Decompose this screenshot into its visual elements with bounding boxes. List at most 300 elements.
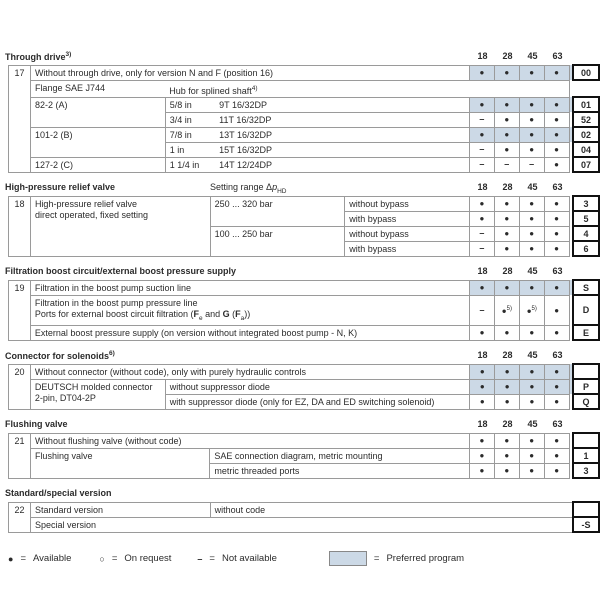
table-row <box>9 517 600 532</box>
label-line: direct operated, fixed setting <box>34 209 149 220</box>
available-dot-icon: ● <box>554 367 560 376</box>
position-number: 21 <box>9 433 31 478</box>
not-available-mark: – <box>469 157 494 172</box>
label-line: 3/4 in <box>169 114 192 125</box>
code-box: S <box>573 280 599 295</box>
section-table <box>8 279 600 341</box>
size-column-header: 28 <box>502 51 513 61</box>
size-column-header: 18 <box>477 419 488 429</box>
section-title: Through drive$^{3)}$ <box>5 51 72 62</box>
available-mark <box>494 241 519 256</box>
label-line: 100 ... 250 bar <box>214 228 273 239</box>
available-mark <box>519 65 544 80</box>
equals-sign: = <box>111 553 118 564</box>
ordering-code-tables <box>5 50 600 566</box>
available-mark <box>544 448 569 463</box>
section-connector-for-solenoids <box>5 349 600 410</box>
size-column-header: 28 <box>502 350 513 360</box>
available-mark <box>495 379 520 394</box>
code-box: D <box>573 295 599 325</box>
label-line: with bypass <box>349 213 397 224</box>
row-label <box>210 448 470 463</box>
available-mark <box>544 394 569 409</box>
footnote-marker: 5) <box>531 305 537 312</box>
available-mark <box>469 97 494 112</box>
row-label <box>215 127 469 142</box>
available-dot-icon: ● <box>554 451 560 460</box>
row-label <box>345 226 470 241</box>
available-dot-icon: ● <box>479 130 485 139</box>
available-dot-icon: ● <box>554 305 560 315</box>
available-dot-icon: ● <box>554 283 560 292</box>
row-label <box>345 241 470 256</box>
row-label <box>30 379 165 409</box>
equals-sign: = <box>373 553 380 564</box>
label-line: without suppressor diode <box>169 381 270 392</box>
section-table <box>8 195 600 257</box>
code-box: 00 <box>573 65 599 80</box>
code-box: 07 <box>573 157 599 172</box>
available-dot-icon: ● <box>554 199 559 208</box>
available-mark <box>544 196 569 211</box>
available-mark <box>544 142 569 157</box>
available-mark <box>544 127 569 142</box>
available-dot-icon: ● <box>529 382 535 391</box>
available-mark <box>494 463 519 478</box>
available-mark <box>469 448 494 463</box>
label-line: metric threaded ports <box>214 465 300 476</box>
available-mark <box>544 112 569 127</box>
code-box: 1 <box>573 448 599 463</box>
available-mark <box>494 448 519 463</box>
row-label <box>165 142 215 157</box>
code-box: 5 <box>573 211 599 226</box>
available-mark <box>470 280 495 295</box>
available-mark <box>469 211 494 226</box>
available-dot-icon: ● <box>554 160 559 169</box>
label-line: 5/8 in <box>169 99 192 110</box>
size-column-header: 45 <box>527 182 538 192</box>
row-label <box>30 325 469 340</box>
not-available-mark: – <box>469 241 494 256</box>
not-available-mark: – <box>519 157 544 172</box>
available-mark <box>544 226 569 241</box>
available-mark <box>469 65 494 80</box>
label-line: Ports for external boost circuit filtration ($F_e$ and G $(F_a)$) <box>34 308 251 322</box>
available-dot-icon: ● <box>526 306 532 316</box>
code-box: Q <box>573 394 599 409</box>
available-mark <box>470 379 495 394</box>
available-dot-icon: ● <box>479 199 485 208</box>
available-mark <box>519 433 544 448</box>
available-mark <box>520 379 545 394</box>
label-line: 14T 12/24DP <box>219 159 273 170</box>
label-line: 101-2 (B) <box>34 129 73 140</box>
row-label <box>30 80 165 97</box>
section-subheader: Setting range $\Delta p_{HD}$ <box>210 182 287 195</box>
table-row <box>9 502 600 517</box>
available-dot-icon: ● <box>504 68 510 77</box>
available-dot-icon: ● <box>554 68 559 77</box>
available-dot-icon: ● <box>504 145 510 154</box>
available-mark <box>494 65 519 80</box>
available-mark <box>519 325 544 340</box>
row-label <box>210 502 573 517</box>
available-dot-icon: ● <box>504 115 510 124</box>
row-label <box>30 127 165 157</box>
available-dot-icon: ● <box>504 100 510 109</box>
code-box: 04 <box>573 142 599 157</box>
legend-label: On request <box>124 553 172 564</box>
section-table <box>8 363 600 410</box>
section-header <box>5 50 600 64</box>
section-title: Flushing valve <box>5 419 68 429</box>
available-mark <box>494 112 519 127</box>
size-column-header: 63 <box>552 350 563 360</box>
available-dot-icon: ● <box>479 382 485 391</box>
available-dot-icon: ● <box>504 229 510 238</box>
available-mark <box>494 196 519 211</box>
available-mark <box>519 448 544 463</box>
available-dot-icon: ● <box>529 199 535 208</box>
available-dot-icon: ● <box>554 130 559 139</box>
available-mark <box>544 433 569 448</box>
code-box <box>573 364 599 379</box>
available-dot-icon: ● <box>504 130 510 139</box>
available-dot-icon: ● <box>504 244 510 253</box>
row-label <box>165 127 215 142</box>
section-title: High-pressure relief valve <box>5 182 116 192</box>
label-line: without bypass <box>349 198 409 209</box>
code-box: 02 <box>573 127 599 142</box>
size-columns-header <box>470 350 570 360</box>
available-dot-icon: ● <box>8 553 14 564</box>
row-label <box>215 112 469 127</box>
size-column-header: 63 <box>552 51 563 61</box>
section-title: Connector for solenoids$^{6)}$ <box>5 350 115 361</box>
label-line: without bypass <box>349 228 409 239</box>
label-line: SAE connection diagram, metric mounting <box>214 450 383 461</box>
label-line: Flushing valve <box>34 450 93 461</box>
available-dot-icon: ● <box>529 100 535 109</box>
row-label <box>30 157 165 172</box>
available-dot-icon: ● <box>554 145 559 154</box>
available-dot-icon: ● <box>529 451 535 460</box>
available-mark <box>519 196 544 211</box>
available-dot-icon: ● <box>479 367 485 376</box>
label-line: with suppressor diode (only for EZ, DA and ED switching solenoid) <box>169 396 435 407</box>
table-row <box>9 280 600 295</box>
label-line: Flange SAE J744 <box>34 82 105 93</box>
code-box: 6 <box>573 241 599 256</box>
not-available-mark: – <box>494 157 519 172</box>
available-dot-icon: ● <box>504 367 510 376</box>
table-row <box>9 364 600 379</box>
size-column-header: 18 <box>477 51 488 61</box>
code-box: E <box>573 325 599 340</box>
available-dot-icon: ● <box>479 214 485 223</box>
label-line: 127-2 (C) <box>34 159 73 170</box>
sections-container <box>5 50 600 533</box>
size-column-header: 63 <box>552 419 563 429</box>
label-line: 250 ... 320 bar <box>214 198 273 209</box>
table-row <box>9 295 600 325</box>
label-line: 82-2 (A) <box>34 99 68 110</box>
footnote-marker: 5) <box>506 305 512 312</box>
available-mark <box>519 241 544 256</box>
position-number: 20 <box>9 364 31 409</box>
label-line: External boost pressure supply (on version without integrated boost pump - N, K) <box>34 327 358 338</box>
code-box <box>573 502 599 517</box>
row-label <box>215 97 469 112</box>
row-label <box>345 211 470 226</box>
row-label <box>30 65 469 80</box>
available-mark <box>544 97 569 112</box>
size-column-header: 63 <box>552 182 563 192</box>
code-box: 4 <box>573 226 599 241</box>
available-mark <box>519 226 544 241</box>
available-dot-icon: ● <box>529 367 535 376</box>
available-mark <box>519 97 544 112</box>
available-dot-icon: ● <box>554 328 560 337</box>
available-mark <box>470 364 495 379</box>
size-column-header: 28 <box>502 266 513 276</box>
label-line: without code <box>214 504 266 515</box>
code-box: -S <box>573 517 599 532</box>
position-number: 17 <box>9 65 31 172</box>
available-mark <box>520 394 545 409</box>
position-number: 22 <box>9 502 31 532</box>
available-dot-icon: ● <box>504 283 510 292</box>
label-line: 2-pin, DT04-2P <box>34 392 96 403</box>
size-column-header: 45 <box>527 419 538 429</box>
available-mark <box>519 280 544 295</box>
table-row <box>9 448 600 463</box>
label-line: 1 in <box>169 144 185 155</box>
not-available-mark: – <box>469 142 494 157</box>
section-title: Standard/special version <box>5 488 112 498</box>
available-dot-icon: ● <box>479 397 485 406</box>
available-dot-icon: ● <box>504 466 510 475</box>
available-dot-icon: ● <box>479 451 485 460</box>
available-mark <box>469 127 494 142</box>
available-mark <box>469 463 494 478</box>
available-dot-icon: ● <box>529 145 535 154</box>
available-mark <box>494 325 519 340</box>
table-row <box>9 65 600 80</box>
row-label <box>165 394 470 409</box>
available-dot-icon: ● <box>554 436 560 445</box>
legend-item-not-available <box>197 553 277 564</box>
available-dot-icon: ● <box>529 283 535 292</box>
row-label <box>30 433 469 448</box>
legend-item-available <box>8 553 71 564</box>
row-label <box>30 517 573 532</box>
not-available-mark: – <box>469 112 494 127</box>
not-available-mark: – <box>469 226 494 241</box>
available-dot-icon: ● <box>554 115 559 124</box>
label-line: 11T 16/32DP <box>219 114 272 125</box>
available-mark <box>544 463 569 478</box>
available-dot-icon: ● <box>554 229 559 238</box>
row-label <box>165 80 569 97</box>
available-dot-icon: ● <box>479 283 485 292</box>
section-table <box>8 501 600 533</box>
on-request-circle-icon: ○ <box>99 553 105 564</box>
available-mark <box>519 295 544 325</box>
label-line: Without connector (without code), only with purely hydraulic controls <box>34 366 307 377</box>
available-mark <box>494 127 519 142</box>
row-label <box>210 226 345 256</box>
section-high-pressure-relief-valve <box>5 181 600 257</box>
available-dot-icon: ● <box>479 328 485 337</box>
not-available-mark: – <box>470 295 495 325</box>
label-line: Hub for splined shaft$^{4)}$ <box>169 84 258 96</box>
available-mark <box>544 241 569 256</box>
available-mark <box>494 280 519 295</box>
section-title: Filtration boost circuit/external boost pressure supply <box>5 266 237 276</box>
available-mark <box>494 433 519 448</box>
available-mark <box>519 127 544 142</box>
label-line: 15T 16/32DP <box>219 144 273 155</box>
size-column-header: 45 <box>527 266 538 276</box>
row-label <box>345 196 470 211</box>
available-dot-icon: ● <box>504 397 510 406</box>
size-columns-header <box>470 266 570 276</box>
row-label <box>210 463 470 478</box>
available-mark <box>470 325 495 340</box>
available-dot-icon: ● <box>504 199 510 208</box>
available-mark <box>494 97 519 112</box>
available-mark <box>469 196 494 211</box>
available-dot-icon: ● <box>479 466 485 475</box>
row-label <box>215 142 469 157</box>
label-line: High-pressure relief valve <box>34 198 137 209</box>
position-number: 19 <box>9 280 31 340</box>
section-table <box>8 64 600 173</box>
available-dot-icon: ● <box>529 466 535 475</box>
available-mark <box>544 379 569 394</box>
available-mark <box>544 280 569 295</box>
table-row <box>9 196 600 211</box>
code-box: 3 <box>573 463 599 478</box>
legend-label: Not available <box>221 553 277 564</box>
available-mark <box>544 65 569 80</box>
code-box: 3 <box>573 196 599 211</box>
row-label <box>165 157 215 172</box>
available-mark <box>544 325 569 340</box>
table-row <box>9 433 600 448</box>
available-dot-icon: ● <box>554 100 559 109</box>
row-label <box>165 379 470 394</box>
row-label <box>30 502 210 517</box>
available-dot-icon: ● <box>529 436 535 445</box>
row-label <box>210 196 345 226</box>
equals-sign: = <box>209 553 215 564</box>
section-header <box>5 181 600 195</box>
legend-item-preferred-program <box>329 551 464 566</box>
available-dot-icon: ● <box>504 436 510 445</box>
label-line: 13T 16/32DP <box>219 129 273 140</box>
available-mark <box>469 433 494 448</box>
available-mark <box>494 142 519 157</box>
table-row <box>9 97 600 112</box>
available-mark <box>519 112 544 127</box>
section-header <box>5 418 600 432</box>
label-line: Without through drive, only for version N and F (position 16) <box>34 67 274 78</box>
available-dot-icon: ● <box>554 214 559 223</box>
row-label <box>30 280 469 295</box>
label-line: Special version <box>34 519 96 530</box>
size-column-header: 45 <box>527 350 538 360</box>
legend-label: Available <box>33 553 72 564</box>
label-line: Filtration in the boost pump pressure line <box>34 297 198 308</box>
available-mark <box>519 142 544 157</box>
available-mark <box>544 364 569 379</box>
section-standard-special-version <box>5 487 600 533</box>
size-column-header: 18 <box>477 350 488 360</box>
table-row <box>9 127 600 142</box>
size-column-header: 18 <box>477 182 488 192</box>
label-line: 7/8 in <box>169 129 192 140</box>
section-flushing-valve <box>5 418 600 479</box>
available-mark <box>544 295 569 325</box>
label-line: with bypass <box>349 243 397 254</box>
available-dot-icon: ● <box>501 306 507 316</box>
label-line: 1 1/4 in <box>169 159 200 170</box>
row-label <box>165 112 215 127</box>
available-mark <box>519 463 544 478</box>
available-mark <box>495 364 520 379</box>
available-dot-icon: ● <box>529 229 535 238</box>
label-line: Filtration in the boost pump suction line <box>34 282 191 293</box>
code-box <box>573 433 599 448</box>
section-table <box>8 432 600 479</box>
legend-item-on-request <box>99 553 171 564</box>
label-line: Without flushing valve (without code) <box>34 435 182 446</box>
legend <box>8 551 600 566</box>
available-dot-icon: ● <box>529 397 535 406</box>
code-box: P <box>573 379 599 394</box>
available-dot-icon: ● <box>554 382 560 391</box>
row-label <box>165 97 215 112</box>
size-column-header: 28 <box>502 419 513 429</box>
available-dot-icon: ● <box>529 68 535 77</box>
size-column-header: 63 <box>552 266 563 276</box>
available-dot-icon: ● <box>529 328 535 337</box>
legend-label: Preferred program <box>386 553 465 564</box>
available-mark <box>470 394 495 409</box>
row-label <box>30 97 165 127</box>
available-dot-icon: ● <box>554 244 559 253</box>
position-number: 18 <box>9 196 31 256</box>
row-label <box>215 157 469 172</box>
available-dot-icon: ● <box>479 68 485 77</box>
size-column-header: 28 <box>502 182 513 192</box>
available-dot-icon: ● <box>504 214 510 223</box>
available-dot-icon: ● <box>529 244 535 253</box>
available-dot-icon: ● <box>504 328 510 337</box>
code-cell-empty <box>573 80 599 97</box>
size-column-header: 45 <box>527 51 538 61</box>
available-mark <box>519 211 544 226</box>
size-column-header: 18 <box>477 266 488 276</box>
available-dot-icon: ● <box>554 466 560 475</box>
size-columns-header <box>470 51 570 61</box>
size-columns-header <box>470 182 570 192</box>
available-mark <box>494 295 519 325</box>
available-dot-icon: ● <box>554 397 560 406</box>
